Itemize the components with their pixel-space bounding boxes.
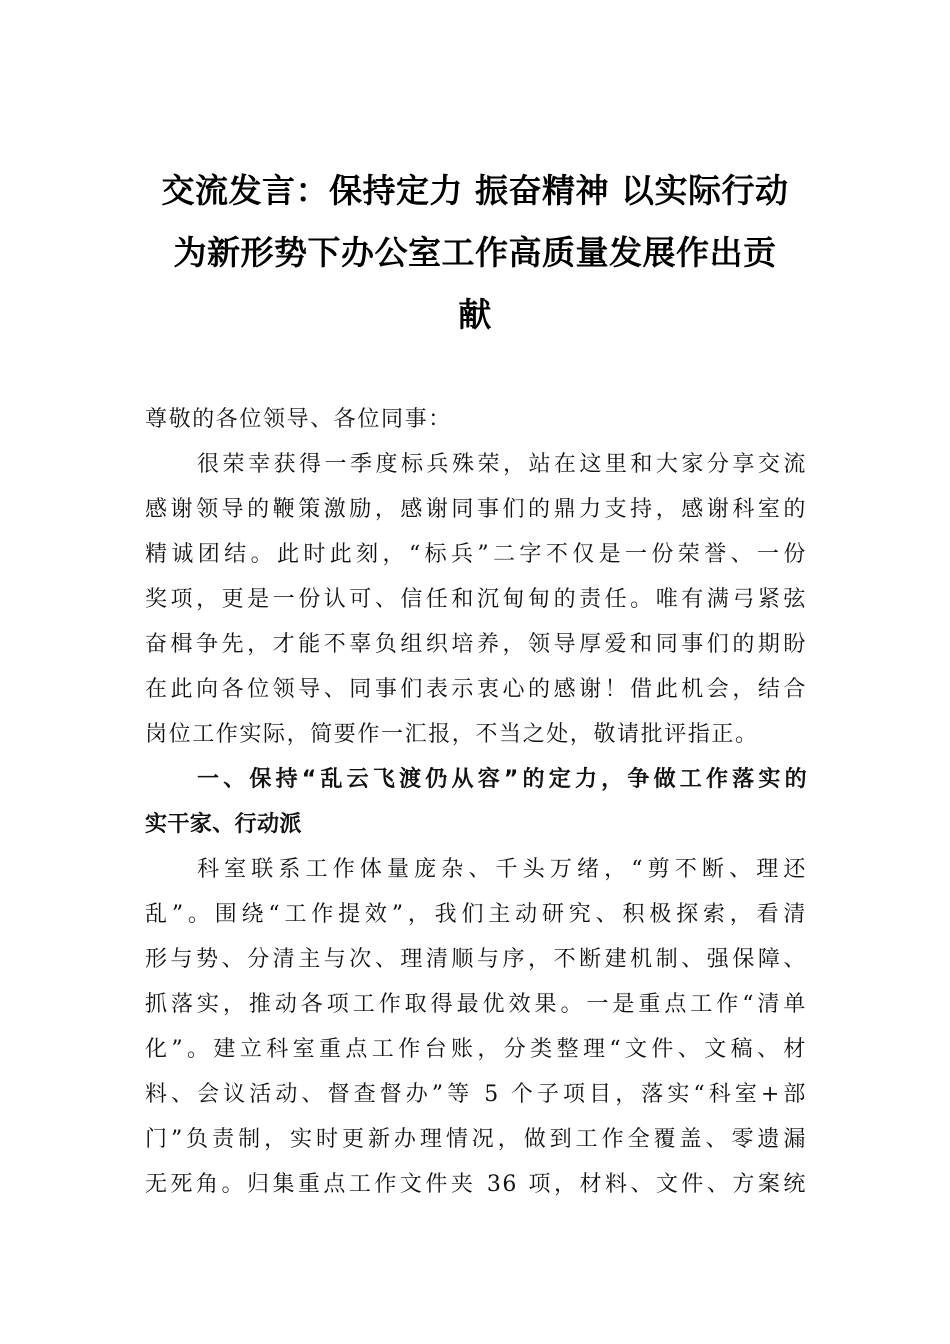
paragraph-2-line: 科室联系工作体量庞杂、千头万绪，“剪不断、理还 <box>197 857 807 882</box>
paragraph-1-line: 奖项，更是一份认可、信任和沉甸甸的责任。唯有满弓紧弦 <box>145 587 807 612</box>
title-line-3: 献 <box>458 295 492 334</box>
paragraph-1-line: 奋楫争先，才能不辜负组织培养，领导厚爱和同事们的期盼 <box>145 632 807 657</box>
paragraph-1 <box>145 442 807 757</box>
salutation: 尊敬的各位领导、各位同事： <box>145 407 452 432</box>
paragraph-2-line: 形与势、分清主与次、理清顺与序，不断建机制、强保障、 <box>145 947 807 972</box>
paragraph-1-line: 很荣幸获得一季度标兵殊荣，站在这里和大家分享交流 <box>197 452 807 477</box>
paragraph-1-line: 在此向各位领导、同事们表示衷心的感谢！借此机会，结合 <box>145 677 807 702</box>
paragraph-1-line: 岗位工作实际，简要作一汇报，不当之处，敬请批评指正。 <box>145 722 759 747</box>
title-line-2: 为新形势下办公室工作高质量发展作出贡 <box>173 233 777 272</box>
document-body <box>145 397 807 1207</box>
document-title <box>140 160 810 346</box>
paragraph-2-line: 料、会议活动、督查督办”等 5 个子项目，落实“科室+部 <box>145 1082 807 1107</box>
paragraph-1-line: 感谢领导的鞭策激励，感谢同事们的鼎力支持，感谢科室的 <box>145 497 807 522</box>
paragraph-2-line: 抓落实，推动各项工作取得最优效果。一是重点工作“清单 <box>145 992 807 1017</box>
section-1-heading-line: 实干家、行动派 <box>145 812 302 837</box>
section-1-heading <box>145 757 807 847</box>
paragraph-2-line: 化”。建立科室重点工作台账，分类整理“文件、文稿、材 <box>145 1037 807 1062</box>
section-1-heading-line: 一、保持“乱云飞渡仍从容”的定力，争做工作落实的 <box>197 767 807 792</box>
paragraph-2 <box>145 847 807 1207</box>
paragraph-2-line: 门”负责制，实时更新办理情况，做到工作全覆盖、零遗漏 <box>145 1127 807 1152</box>
paragraph-2-line: 无死角。归集重点工作文件夹 36 项，材料、文件、方案统 <box>145 1172 807 1197</box>
paragraph-2-line: 乱”。围绕“工作提效”，我们主动研究、积极探索，看清 <box>145 902 807 927</box>
paragraph-1-line: 精诚团结。此时此刻，“标兵”二字不仅是一份荣誉、一份 <box>145 542 807 567</box>
title-line-1: 交流发言：保持定力 振奋精神 以实际行动 <box>161 171 789 210</box>
